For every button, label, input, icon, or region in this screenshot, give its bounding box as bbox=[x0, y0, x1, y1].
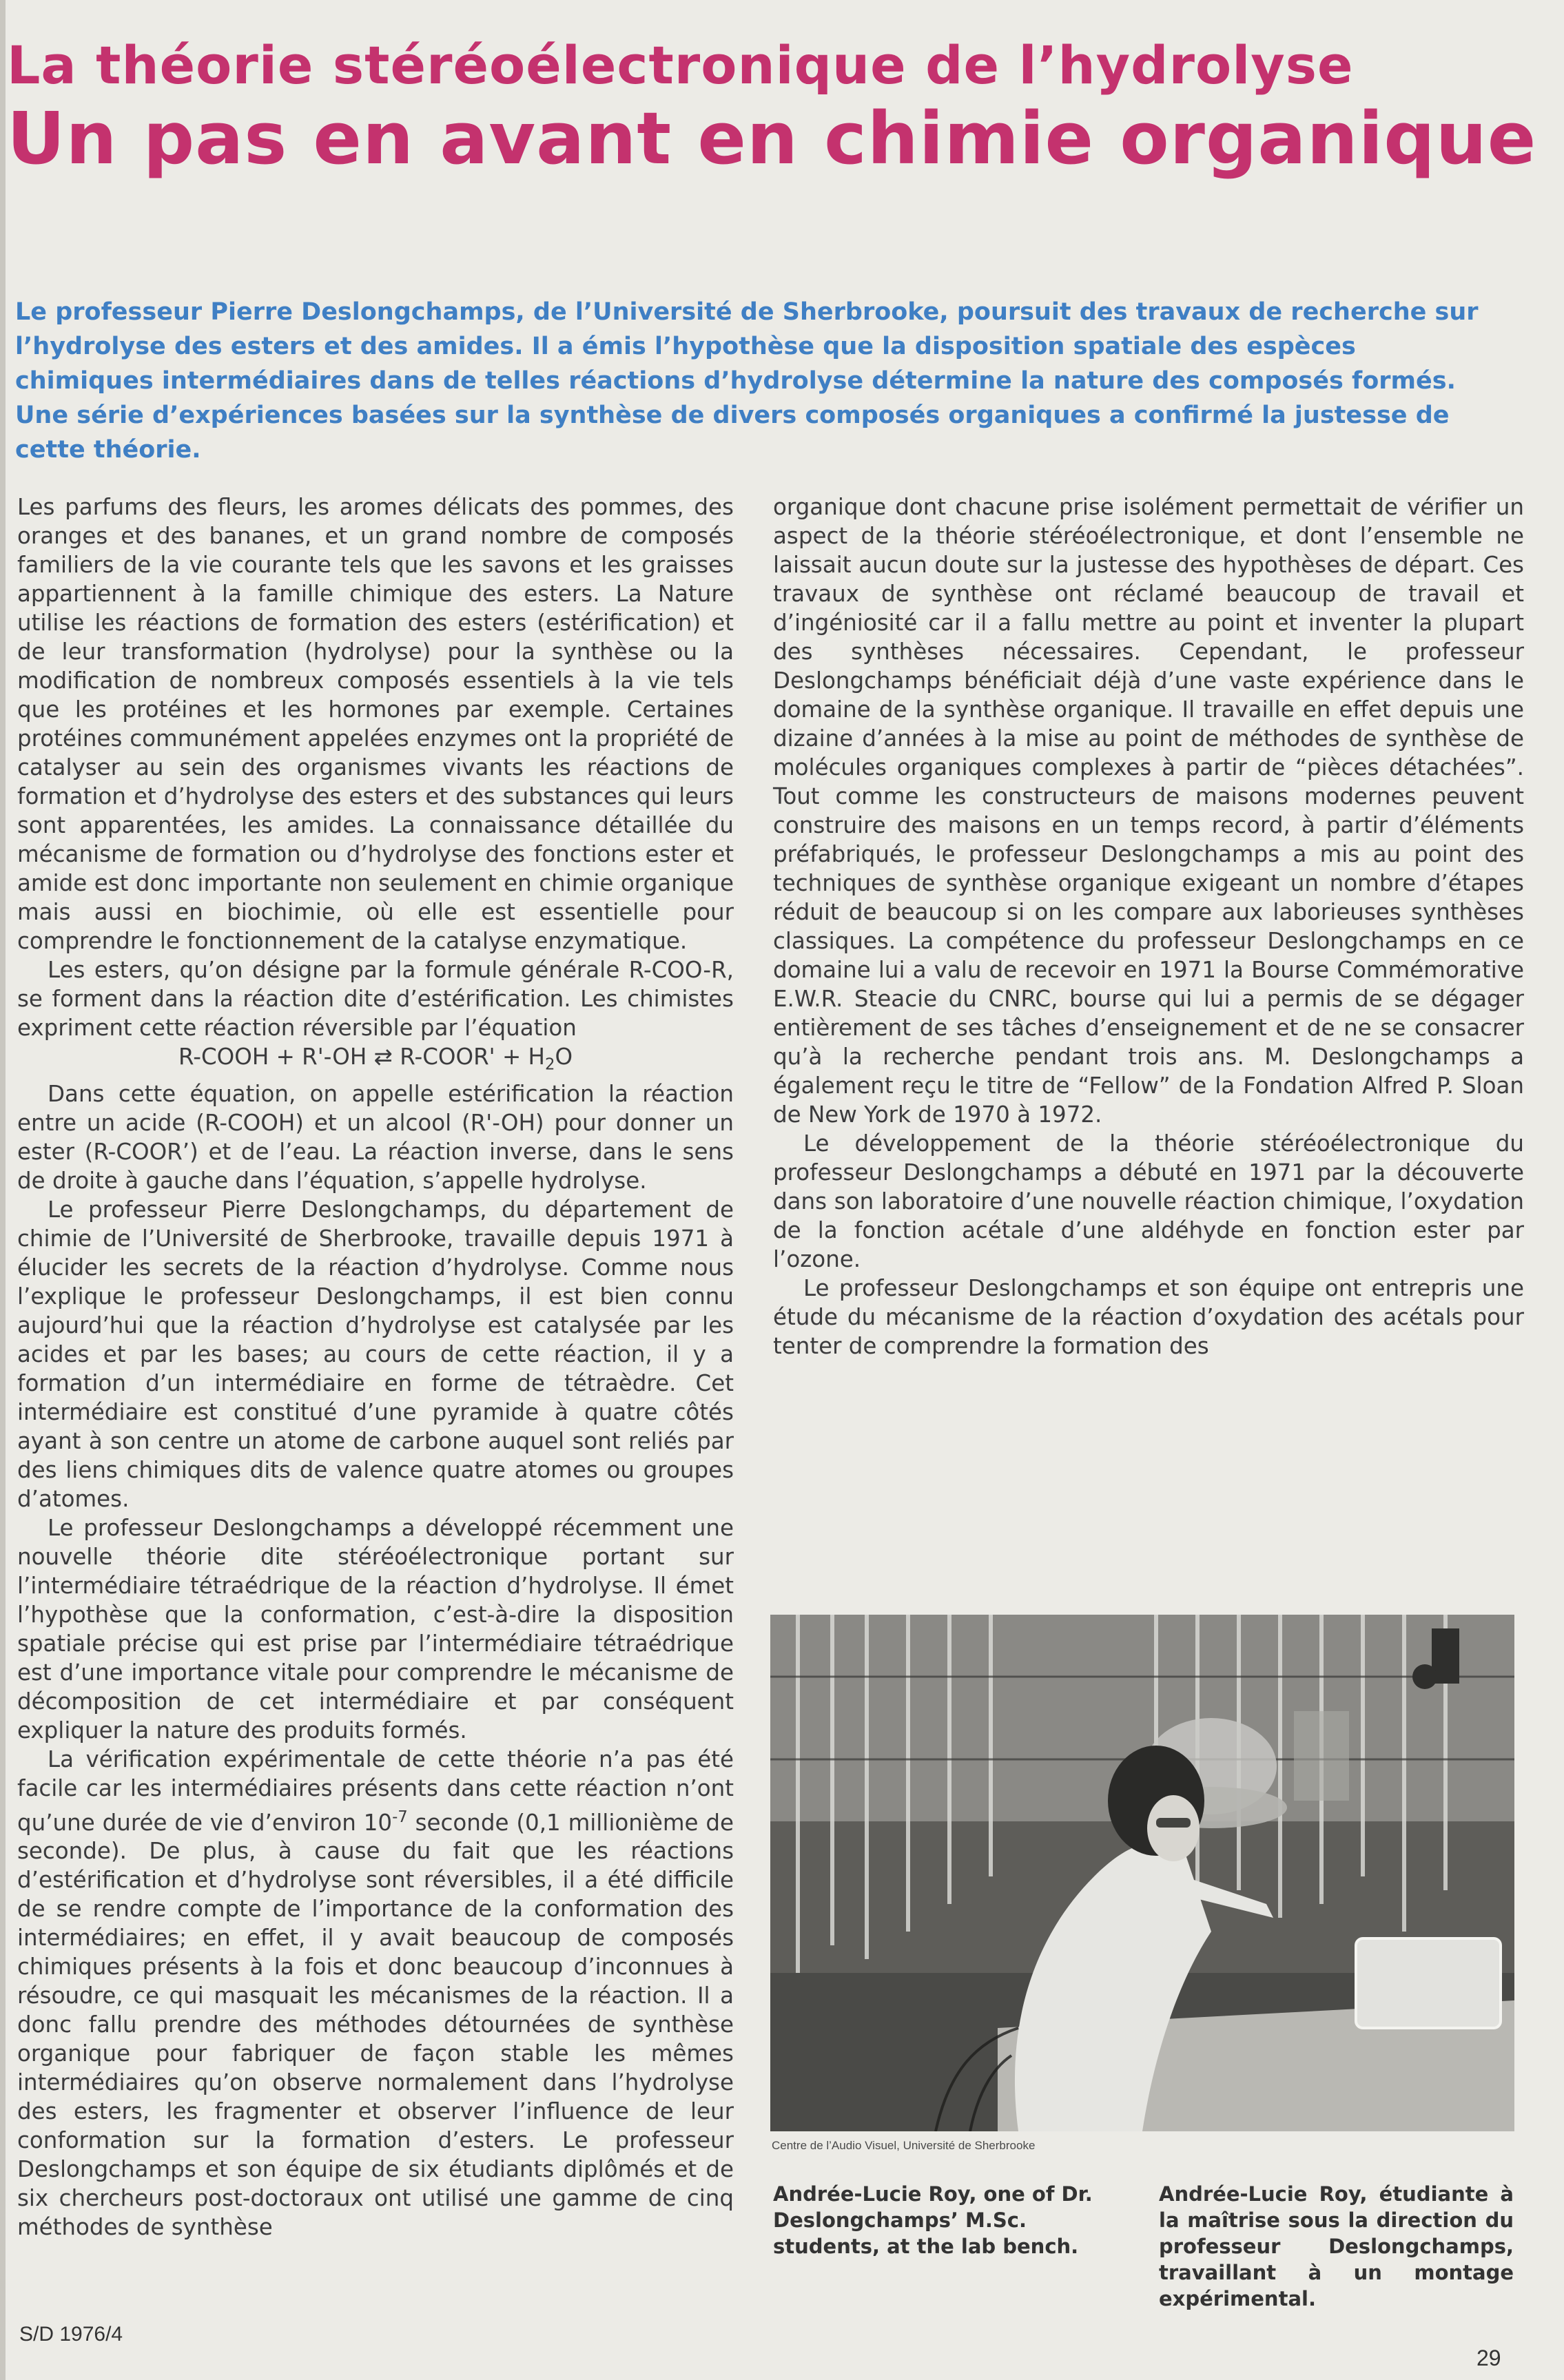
title-line-1: La théorie stéréoélectronique de l’hydrolyse bbox=[7, 34, 1354, 96]
page-number: 29 bbox=[1476, 2346, 1501, 2370]
body-paragraph: Les esters, qu’on désigne par la formule générale R-COO-R, se forment dans la réaction dite d’estérification. Les chimistes expriment cette réaction réversible par l’équation bbox=[17, 957, 734, 1041]
equation-subscript: 2 bbox=[544, 1055, 555, 1074]
caption-english: Andrée-Lucie Roy, one of Dr. Deslongchamps’ M.Sc. students, at the lab bench. bbox=[773, 2182, 1093, 2258]
text-run: La vérification expérimentale de cette théorie n’a pas été facile car les intermédiaires présents dans cette réaction n’ont qu’une durée de vie d’environ 10 bbox=[17, 1746, 734, 1836]
body-paragraph: Les parfums des fleurs, les aromes délicats des pommes, des oranges et des bananes, et un grand nombre de composés familiers de la vie courante tels que les savons et les graisses appartiennent à la famille chimique des esters. La Nature utilise les réactions de formation des esters (estérification) et de leur transformation (hydrolyse) pour la synthèse ou la modification de nombreux composés essentiels à la vie tels que les protéines et les hormones par exemple. Certaines protéines communément appelées enzymes ont la propriété de catalyser au sein des organismes vivants les réactions de formation et d’hydrolyse des esters et des substances qui leurs sont apparentées, les amides. La connaissance détaillée du mécanisme de formation ou d’hydrolyse des fonctions ester et amide est donc importante non seulement en chimie organique mais aussi en biochimie, où elle est essentielle pour comprendre le fonctionnement de la catalyse enzymatique. bbox=[17, 494, 734, 954]
body-paragraph bbox=[17, 1745, 734, 2242]
body-paragraph: Le professeur Deslongchamps et son équipe ont entrepris une étude du mécanisme de la réaction d’oxydation des acétals pour tenter de comprendre la formation des bbox=[773, 1275, 1524, 1359]
body-paragraph: Le professeur Pierre Deslongchamps, du département de chimie de l’Université de Sherbrooke, travaille depuis 1971 à élucider les secrets de la réaction d’hydrolyse. Comme nous l’explique le professeur Deslongchamps, il est bien connu aujourd’hui que la réaction d’hydrolyse est catalysée par les acides et par les bases; au cours de cette réaction, il y a formation d’un intermédiaire en forme de tétraèdre. Cet intermédiaire est constitué d’une pyramide à quatre côtés ayant à son centre un atome de carbone auquel sont reliés par des liens chimiques dits de valence quatre atomes ou groupes d’atomes. bbox=[17, 1196, 734, 1512]
lab-scene-illustration bbox=[770, 1615, 1514, 2131]
equation-end: O bbox=[555, 1044, 573, 1070]
body-paragraph: Le développement de la théorie stéréoélectronique du professeur Deslongchamps a débuté en 1971 par la découverte dans son laboratoire d’une nouvelle réaction chimique, l’oxydation de la fonction acétale d’une aldéhyde en fonction ester par l’ozone. bbox=[773, 1130, 1524, 1272]
exponent: -7 bbox=[392, 1808, 408, 1826]
title-line-2: Un pas en avant en chimie organique bbox=[7, 96, 1537, 180]
esterification-equation bbox=[17, 1042, 734, 1079]
lede-paragraph: Le professeur Pierre Deslongchamps, de l’Université de Sherbrooke, poursuit des travaux de recherche sur l’hydrolyse des esters et des amides. Il a émis l’hypothèse que la disposition spatiale des espèces chimiques intermédiaires dans de telles réactions d’hydrolyse détermine la nature des composés formés. Une série d’expériences basées sur la synthèse de divers composés organiques a confirmé la justesse de cette théorie. bbox=[15, 298, 1479, 464]
binding-edge bbox=[0, 0, 6, 2380]
text-run: seconde (0,1 millionième de seconde). De plus, à cause du fait que les réactions d’estérification et d’hydrolyse sont réversibles, il a été difficile de se rendre compte de l’importance de la conformation des intermédiaires; en effet, il y avait beaucoup de composés chimiques présents à la fois et donc beaucoup d’inconnues à résoudre, ce qui masquait les mécanismes de la réaction. Il a donc fallu prendre des méthodes détournées de synthèse organique pour fabriquer de façon stable les mêmes intermédiaires qu’on observe normalement dans l’hydrolyse des esters, les fragmenter et observer l’influence de leur conformation sur la formation d’esters. Le professeur Deslongchamps et son équipe de six étudiants diplômés et de six chercheurs post-doctoraux ont utilisé une gamme de cinq méthodes de synthèse bbox=[17, 1809, 734, 2241]
equation-reactants: R-COOH + R'-OH bbox=[178, 1044, 367, 1070]
body-paragraph: organique dont chacune prise isolément permettait de vérifier un aspect de la théorie stéréoélectronique, et dont l’ensemble ne laissait aucun doute sur la justesse des hypothèses de départ. Ces travaux de synthèse ont réclamé beaucoup de travail et d’ingéniosité car il a fallu mettre au point et inventer la plupart des synthèses nécessaires. Cependant, le professeur Deslongchamps bénéficiait déjà d’une vaste expérience dans le domaine de la synthèse organique. Il travaille en effet depuis une dizaine d’années à la mise au point de méthodes de synthèse de molécules organiques complexes à partir de “pièces détachées”. Tout comme les constructeurs de maisons modernes peuvent construire des maisons en un temps record, à partir d’éléments préfabriqués, le professeur Deslongchamps a mis au point des techniques de synthèse organique exigeant un nombre d’étapes réduit de beaucoup si on les compare aux laborieuses synthèses classiques. La compétence du professeur Deslongchamps en ce domaine lui a valu de recevoir en 1971 la Bourse Commémorative E.W.R. Steacie du CNRC, bourse qui lui a permis de se dégager entièrement de ses tâches d’enseignement et de ne se consacrer qu’à la recherche pendant trois ans. M. Deslongchamps a également reçu le titre de “Fellow” de la Fondation Alfred P. Sloan de New York de 1970 à 1972. bbox=[773, 494, 1524, 1128]
right-column bbox=[773, 493, 1524, 1360]
body-paragraph: Dans cette équation, on appelle estérification la réaction entre un acide (R-COOH) et un alcool (R'-OH) pour donner un ester (R-COOR’) et de l’eau. La réaction inverse, dans le sens de droite à gauche dans l’équation, s’appelle hydrolyse. bbox=[17, 1080, 734, 1194]
equation-products: R-COOR' + H bbox=[400, 1044, 545, 1070]
lab-photo bbox=[770, 1615, 1514, 2131]
photo-credit: Centre de l’Audio Visuel, Université de Sherbrooke bbox=[772, 2139, 1036, 2152]
body-paragraph: Le professeur Deslongchamps a développé récemment une nouvelle théorie dite stéréoélectronique portant sur l’intermédiaire tétraédrique de la réaction d’hydrolyse. Il émet l’hypothèse que la conformation, c’est-à-dire la disposition spatiale précise qui est prise par l’intermédiaire tétraédrique est d’une importance vitale pour comprendre le mécanisme de décomposition de cet intermédiaire et par conséquent expliquer la nature des produits formés. bbox=[17, 1514, 734, 1743]
issue-label: S/D 1976/4 bbox=[19, 2323, 123, 2346]
equilibrium-arrow-icon: ⇄ bbox=[373, 1044, 393, 1070]
left-column bbox=[17, 493, 734, 2242]
caption-french: Andrée-Lucie Roy, étudiante à la maîtrise sous la direction du professeur Deslongchamps, travaillant à un montage expérimental. bbox=[1159, 2182, 1514, 2310]
